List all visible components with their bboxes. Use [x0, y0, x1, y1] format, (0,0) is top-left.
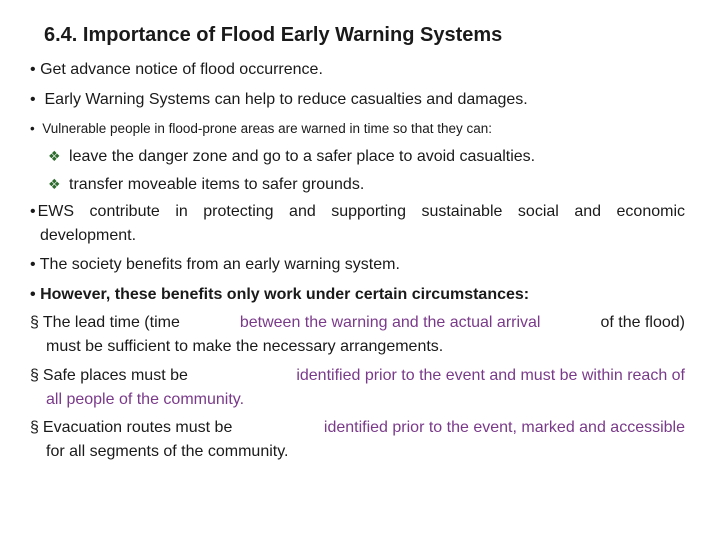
bullet-society-benefits — [30, 255, 400, 275]
bullet-reduce-casualties — [30, 90, 528, 110]
condition-text: The lead time (time — [42, 314, 185, 331]
condition-safe-places-cont: all people of the community. — [46, 391, 245, 408]
sub-bullet-text: leave the danger zone and go to a safer place to avoid casualties. — [69, 148, 536, 165]
condition-text: Safe places must be — [42, 367, 193, 384]
diamond-bullet-icon: ❖ — [48, 176, 61, 192]
sub-bullet-leave-danger — [48, 146, 535, 167]
bullet-text: However, these benefits only work under certain circumstances: — [40, 286, 530, 303]
condition-evacuation-routes-cont: for all segments of the community. — [46, 443, 289, 460]
bullet-text: Vulnerable people in flood-prone areas are warned in time so that they can: — [42, 121, 493, 136]
condition-highlight: identified prior to the event, marked and accessible — [323, 419, 685, 436]
condition-lead-time-cont: must be sufficient to make the necessary arrangements. — [46, 338, 444, 355]
bullet-dot: • — [30, 91, 36, 108]
bullet-dot: • — [30, 286, 36, 303]
sub-bullet-text: transfer moveable items to safer grounds. — [69, 176, 365, 193]
condition-highlight: between the warning and the actual arrival — [239, 314, 541, 331]
bullet-text: EWS contribute in protecting and supporting sustainable social and economic — [37, 203, 685, 220]
bullet-however — [30, 285, 529, 305]
page-title: 6.4. Importance of Flood Early Warning Systems — [44, 24, 503, 46]
condition-safe-places — [30, 366, 685, 386]
bullet-text: Early Warning Systems can help to reduce casualties and damages. — [44, 91, 528, 108]
bullet-ews-contribute — [30, 202, 685, 222]
condition-text: of the flood) — [596, 314, 685, 331]
bullet-text: Get advance notice of flood occurrence. — [40, 61, 323, 78]
square-bullet-icon: § — [30, 419, 39, 436]
condition-highlight: identified prior to the event and must be within reach of — [296, 367, 685, 384]
bullet-dot: • — [30, 61, 36, 78]
diamond-bullet-icon: ❖ — [48, 148, 61, 164]
bullet-dot: • — [30, 203, 36, 220]
square-bullet-icon: § — [30, 367, 39, 384]
bullet-dot: • — [30, 256, 36, 273]
condition-text: Evacuation routes must be — [42, 419, 237, 436]
bullet-ews-contribute-cont: development. — [40, 227, 137, 244]
condition-evacuation-routes — [30, 418, 685, 438]
condition-lead-time — [30, 313, 685, 333]
bullet-vulnerable-people — [30, 119, 492, 139]
sub-bullet-transfer-items — [48, 174, 364, 195]
bullet-text: The society benefits from an early warning system. — [39, 256, 400, 273]
bullet-dot: • — [30, 121, 35, 136]
square-bullet-icon: § — [30, 314, 39, 331]
bullet-advance-notice — [30, 60, 323, 80]
